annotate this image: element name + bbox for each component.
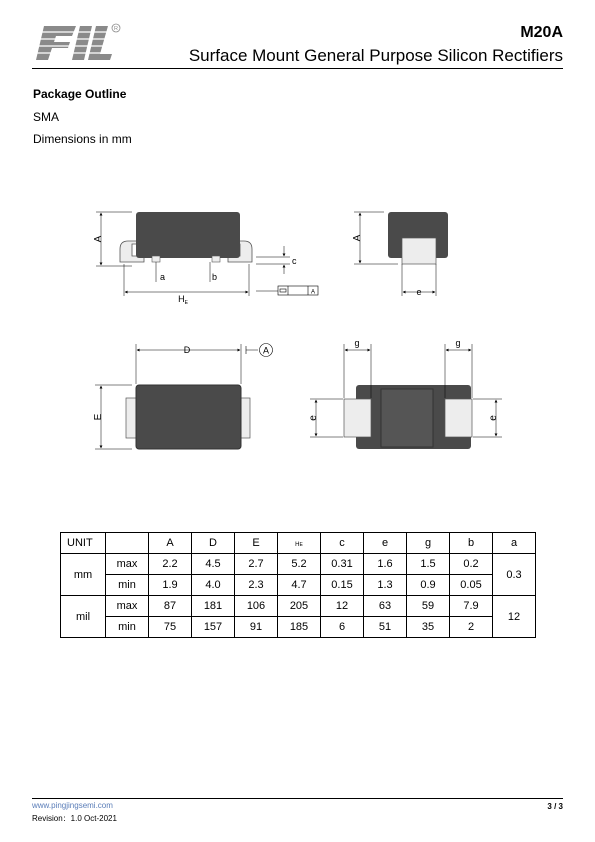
table-header-row (61, 533, 536, 554)
value-cell: 2.2 (149, 554, 192, 575)
value-cell: 2 (450, 617, 493, 638)
table-row (61, 596, 536, 617)
dim-label-e-left: e (308, 415, 319, 421)
kind-cell: max (106, 596, 149, 617)
value-cell: 35 (407, 617, 450, 638)
value-cell: 0.05 (450, 575, 493, 596)
dim-label-a: A (93, 235, 104, 243)
top-view (93, 344, 273, 450)
dimension-table (60, 532, 536, 638)
value-cell: 6 (321, 617, 364, 638)
page-number: 3 / 3 (547, 802, 563, 811)
value-cell: 4.5 (192, 554, 235, 575)
value-cell: 1.6 (364, 554, 407, 575)
kind-cell: min (106, 575, 149, 596)
svg-text:HE: $H_E$ (178, 294, 188, 306)
value-cell: 4.7 (278, 575, 321, 596)
table-row (61, 554, 536, 575)
header-e-small: e (364, 533, 407, 554)
dim-label-c: c (292, 256, 297, 266)
revision-info: Revision：1.0 Oct-2021 (32, 814, 117, 823)
value-cell: 2.3 (235, 575, 278, 596)
dim-label-g-left: g (354, 338, 360, 348)
dim-label-e-side: e (416, 287, 422, 297)
value-cell: 63 (364, 596, 407, 617)
dimensions-note: Dimensions in mm (33, 132, 132, 146)
header-g: g (407, 533, 450, 554)
value-cell: 91 (235, 617, 278, 638)
header-unit: UNIT (61, 533, 106, 554)
website-link[interactable]: www.pingjingsemi.com (32, 801, 113, 810)
value-cell: 0.31 (321, 554, 364, 575)
dim-label-e-big: E (93, 413, 104, 421)
value-cell-a-mil: 12 (493, 596, 536, 638)
geometric-tolerance-frame (256, 286, 318, 296)
value-cell: 2.7 (235, 554, 278, 575)
dim-label-d: D (183, 345, 191, 355)
side-view (352, 212, 448, 297)
value-cell: 7.9 (450, 596, 493, 617)
header-a: A (149, 533, 192, 554)
document-title: Surface Mount General Purpose Silicon Rectifiers (188, 46, 563, 65)
table-row (61, 575, 536, 596)
bottom-view (308, 338, 502, 449)
header-b: b (450, 533, 493, 554)
value-cell: 0.2 (450, 554, 493, 575)
footer-divider (32, 798, 563, 799)
unit-cell-mm: mm (61, 554, 106, 596)
value-cell: 0.15 (321, 575, 364, 596)
package-name: SMA (33, 110, 60, 124)
value-cell: 157 (192, 617, 235, 638)
header-blank (106, 533, 149, 554)
dim-label-e-right: e (488, 415, 499, 421)
package-body-side (136, 212, 240, 258)
dim-label-a-side: A (352, 234, 363, 242)
header-divider (32, 68, 563, 69)
svg-text:A: A (310, 289, 316, 296)
front-view (93, 212, 318, 306)
value-cell: 51 (364, 617, 407, 638)
part-number: M20A (520, 24, 563, 41)
value-cell: 87 (149, 596, 192, 617)
unit-cell-mil: mil (61, 596, 106, 638)
header-he: HE (278, 533, 321, 554)
header-e: E (235, 533, 278, 554)
table-row (61, 617, 536, 638)
value-cell: 205 (278, 596, 321, 617)
header-d: D (192, 533, 235, 554)
value-cell: 75 (149, 617, 192, 638)
value-cell: 4.0 (192, 575, 235, 596)
datum-a: A (262, 345, 270, 356)
value-cell: 1.3 (364, 575, 407, 596)
company-logo (36, 22, 126, 69)
dim-label-b: b (212, 272, 218, 282)
package-outline-drawing (0, 200, 595, 460)
value-cell: 1.9 (149, 575, 192, 596)
dim-label-he: H (178, 294, 185, 304)
value-cell: 0.9 (407, 575, 450, 596)
kind-cell: max (106, 554, 149, 575)
dim-label-a-small: a (160, 272, 166, 282)
dim-label-g-right: g (455, 338, 461, 348)
value-cell: 59 (407, 596, 450, 617)
header-a-small: a (493, 533, 536, 554)
value-cell: 181 (192, 596, 235, 617)
value-cell: 185 (278, 617, 321, 638)
value-cell: 12 (321, 596, 364, 617)
header-c: c (321, 533, 364, 554)
value-cell: 5.2 (278, 554, 321, 575)
value-cell-a-mm: 0.3 (493, 554, 536, 596)
svg-text:R: R (114, 26, 118, 33)
value-cell: 1.5 (407, 554, 450, 575)
section-heading: Package Outline (33, 87, 127, 101)
kind-cell: min (106, 617, 149, 638)
value-cell: 106 (235, 596, 278, 617)
